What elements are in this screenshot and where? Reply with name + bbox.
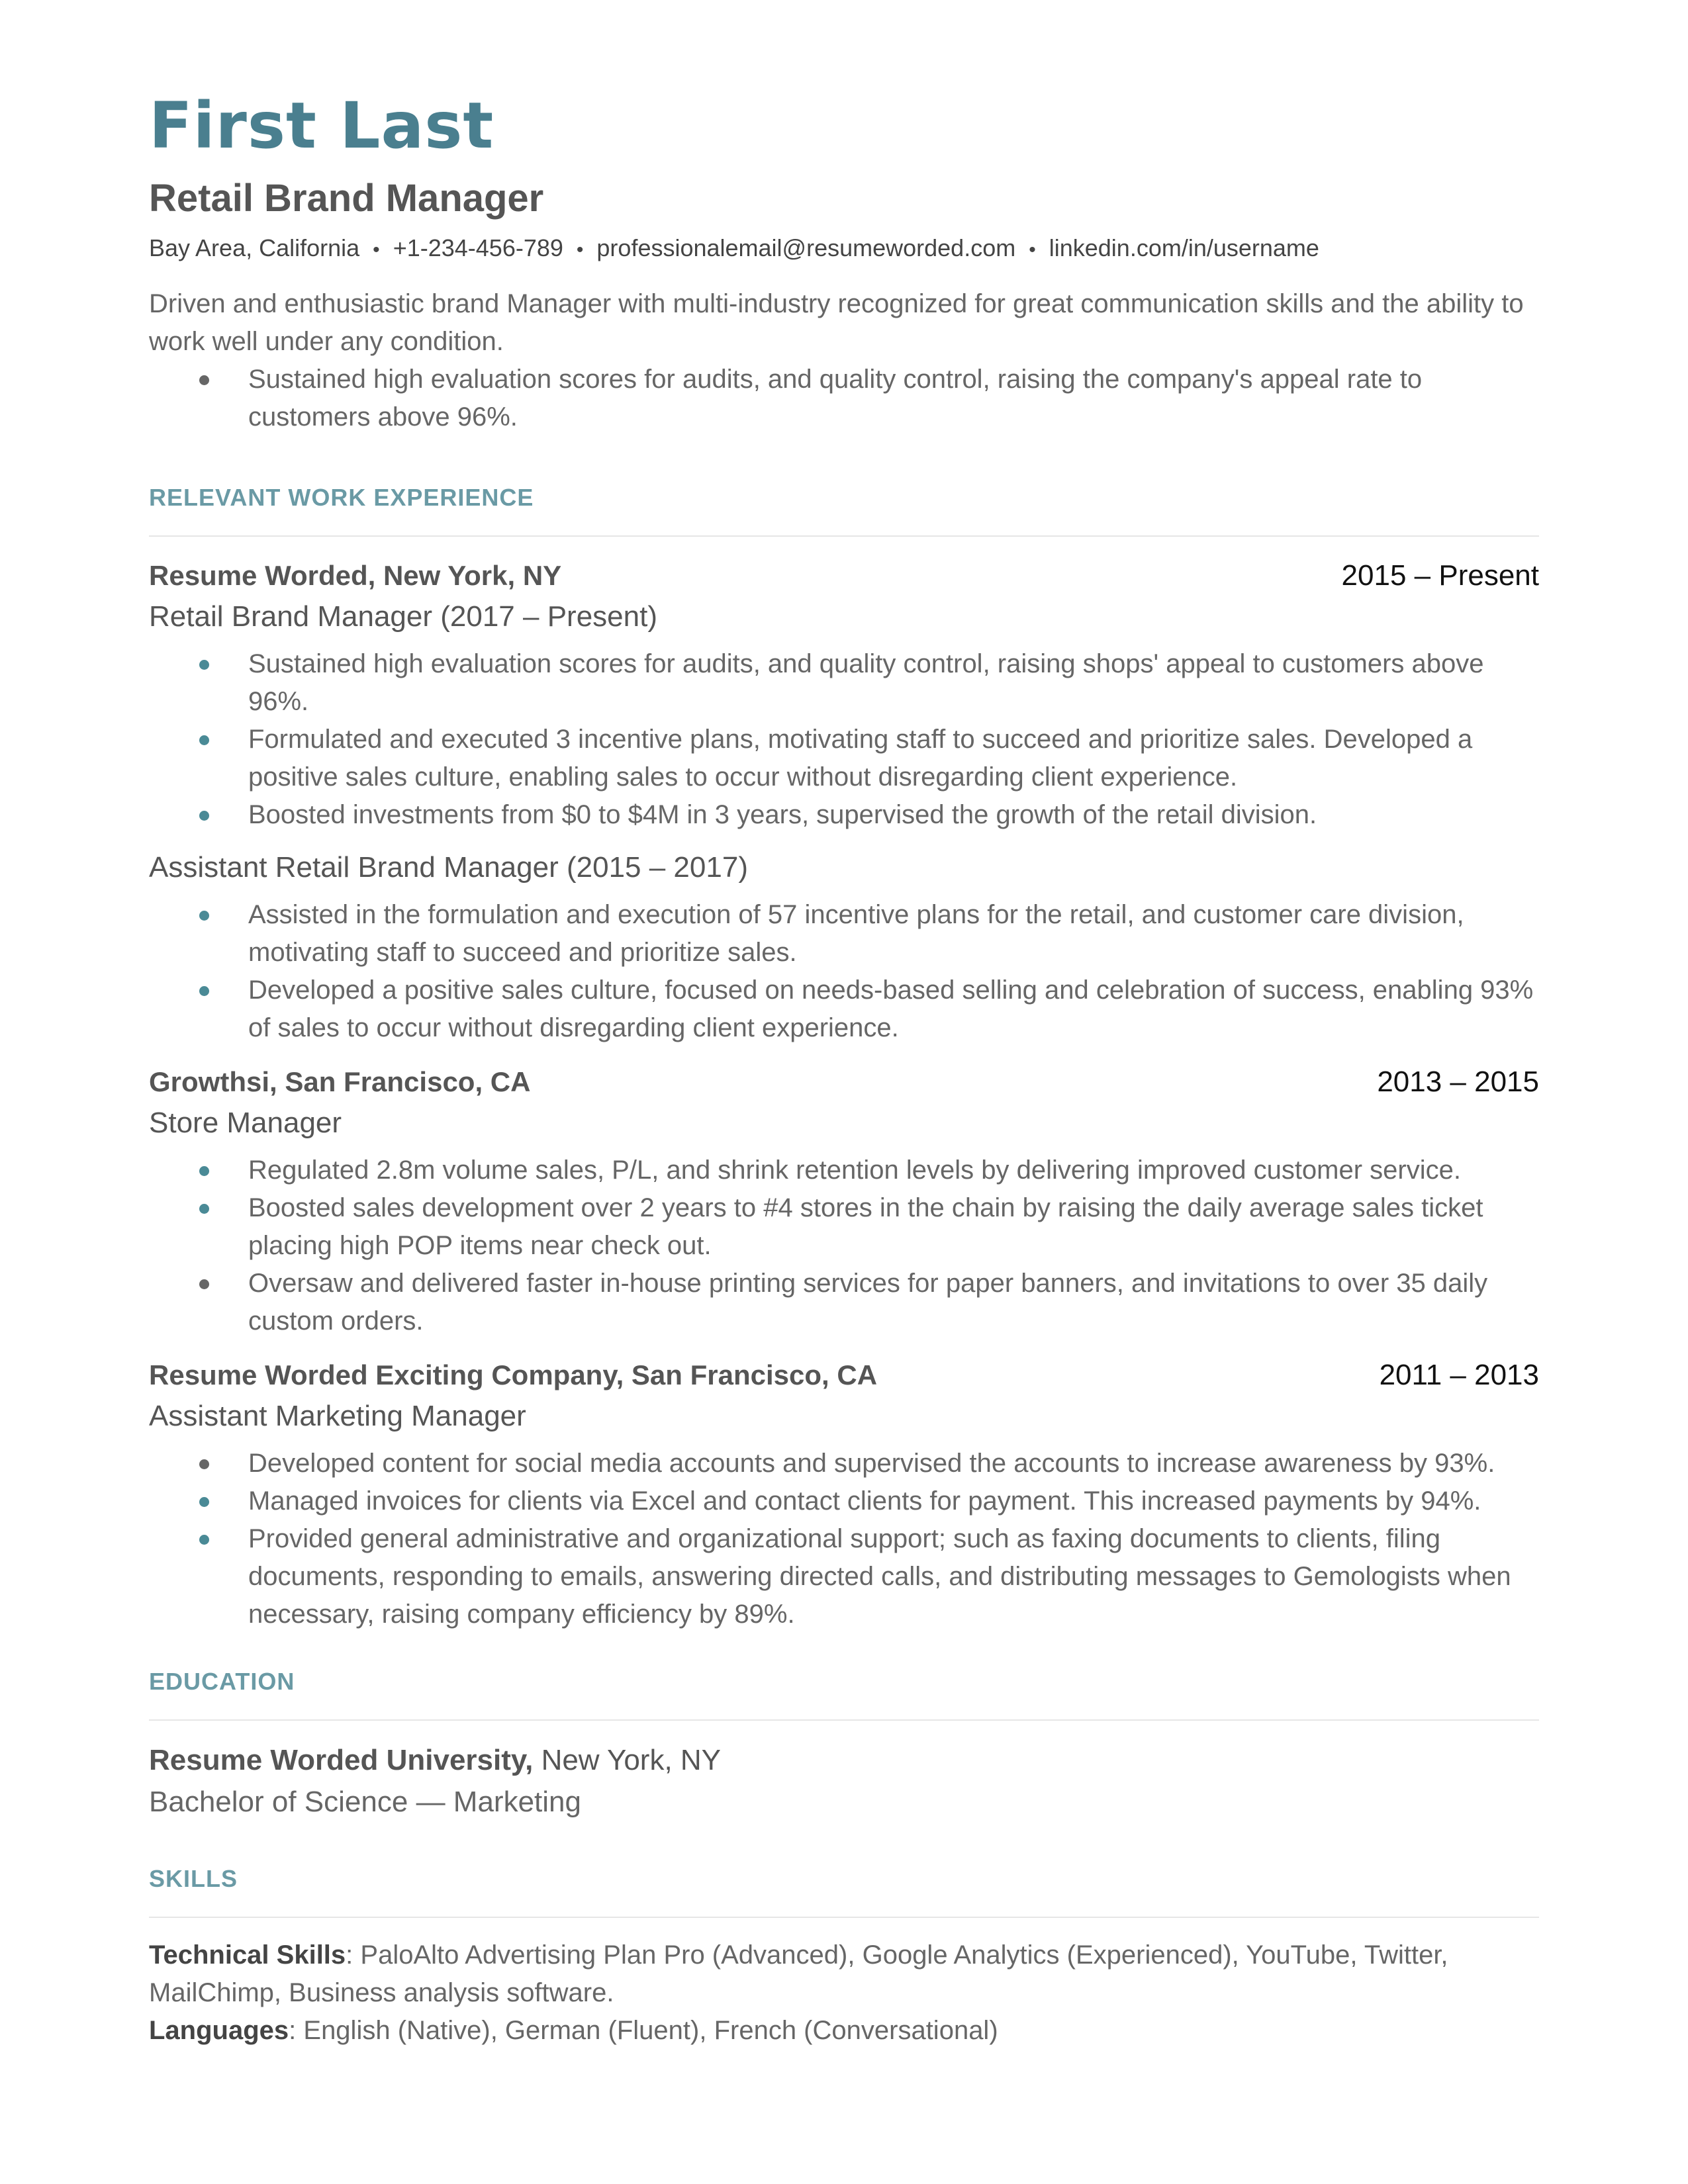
bullet-text: Oversaw and delivered faster in-house printing services for paper banners, and invitations to over 35 daily custom orders. — [248, 1269, 1488, 1336]
contact-separator: • — [373, 239, 380, 261]
education-school-line — [149, 1739, 1539, 1781]
contact-linkedin[interactable]: linkedin.com/in/username — [1049, 234, 1319, 261]
contact-phone: +1-234-456-789 — [393, 234, 563, 261]
list-item — [149, 896, 1539, 972]
summary-text: Driven and enthusiastic brand Manager with multi-industry recognized for great communication skills and the ability to work well under any condition. — [149, 289, 1524, 356]
job-header — [149, 555, 1539, 596]
list-item — [149, 1189, 1539, 1265]
bullet-text: Formulated and executed 3 incentive plans, motivating staff to succeed and prioritize sales. Developed a positive sales culture, enabling sales to occur without disregarding client experience. — [248, 725, 1473, 792]
list-item — [149, 1152, 1539, 1189]
job-role: Assistant Marketing Manager — [149, 1400, 526, 1432]
job-role: Assistant Retail Brand Manager (2015 – 2017) — [149, 851, 748, 884]
skills-technical — [149, 1936, 1539, 2012]
job-company: Growthsi, San Francisco, CA — [149, 1066, 531, 1097]
job-role: Store Manager — [149, 1107, 342, 1139]
contact-email[interactable]: professionalemail@resumeworded.com — [596, 234, 1016, 261]
candidate-name: First Last — [149, 89, 494, 163]
list-item — [149, 1445, 1539, 1482]
skills-languages-value: : English (Native), German (Fluent), French (Conversational) — [289, 2016, 998, 2045]
job-dates: 2011 – 2013 — [1379, 1359, 1539, 1391]
list-item — [149, 361, 1539, 436]
bullet-icon — [199, 1279, 209, 1289]
list-item — [149, 1520, 1539, 1633]
contact-separator: • — [576, 239, 584, 261]
job-company: Resume Worded Exciting Company, San Francisco, CA — [149, 1359, 878, 1390]
job-entry — [149, 1062, 1539, 1340]
bullet-text: Regulated 2.8m volume sales, P/L, and shrink retention levels by delivering improved customer service. — [248, 1156, 1461, 1185]
bullet-icon — [199, 660, 209, 670]
job-bullets — [149, 1445, 1539, 1633]
bullet-icon — [199, 1204, 209, 1214]
job-bullets — [149, 1152, 1539, 1340]
bullet-text: Assisted in the formulation and execution of 57 incentive plans for the retail, and customer care division, motivating staff to succeed and prioritize sales. — [248, 900, 1464, 967]
bullet-icon — [199, 911, 209, 921]
contact-separator: • — [1029, 239, 1036, 261]
job-entry — [149, 1355, 1539, 1633]
list-item — [149, 1265, 1539, 1340]
skills-languages — [149, 2012, 1539, 2050]
contact-line — [149, 225, 1539, 273]
bullet-text: Managed invoices for clients via Excel and contact clients for payment. This increased payments by 94%. — [248, 1486, 1481, 1516]
education-location: New York, NY — [541, 1744, 722, 1776]
list-item — [149, 721, 1539, 796]
bullet-text: Boosted investments from $0 to $4M in 3 years, supervised the growth of the retail division. — [248, 800, 1317, 829]
job-dates: 2013 – 2015 — [1377, 1066, 1539, 1098]
section-divider — [149, 1917, 1539, 1918]
list-item — [149, 645, 1539, 721]
bullet-icon — [199, 1166, 209, 1176]
bullet-text: Developed a positive sales culture, focused on needs-based selling and celebration of success, enabling 93% of sales to occur without disregarding client experience. — [248, 976, 1534, 1042]
skills-languages-label: Languages — [149, 2016, 289, 2045]
education-degree: Bachelor of Science — Marketing — [149, 1786, 581, 1818]
job-role: Retail Brand Manager (2017 – Present) — [149, 600, 657, 633]
bullet-icon — [199, 811, 209, 821]
bullet-text: Developed content for social media accounts and supervised the accounts to increase awareness by 93%. — [248, 1449, 1495, 1478]
bullet-text: Sustained high evaluation scores for audits, and quality control, raising shops' appeal to customers above 96%. — [248, 649, 1484, 716]
contact-location: Bay Area, California — [149, 234, 360, 261]
job-header — [149, 1355, 1539, 1396]
bullet-icon — [199, 1535, 209, 1545]
resume-page — [149, 79, 1539, 2050]
bullet-icon — [199, 735, 209, 745]
skills-technical-value: : PaloAlto Advertising Plan Pro (Advanced), Google Analytics (Experienced), YouTube, Twitter, MailChimp, Business analysis software. — [149, 1940, 1448, 2007]
candidate-title: Retail Brand Manager — [149, 177, 544, 220]
bullet-text: Sustained high evaluation scores for audits, and quality control, raising the company's appeal rate to customers above 96%. — [248, 365, 1423, 432]
job-dates: 2015 – Present — [1341, 559, 1539, 592]
skills-technical-label: Technical Skills — [149, 1940, 346, 1970]
job-header — [149, 1062, 1539, 1103]
section-heading-education: EDUCATION — [149, 1668, 295, 1695]
job-entry — [149, 555, 1539, 1047]
job-bullets — [149, 896, 1539, 1047]
bullet-text: Provided general administrative and organizational support; such as faxing documents to clients, filing documents, responding to emails, answering directed calls, and distributing messages to Gemologists when necessary, raising company efficiency by 89%. — [248, 1524, 1511, 1629]
section-heading-experience: RELEVANT WORK EXPERIENCE — [149, 484, 534, 511]
summary-bullets — [149, 361, 1539, 436]
bullet-icon — [199, 1497, 209, 1507]
list-item — [149, 796, 1539, 834]
bullet-icon — [199, 986, 209, 996]
list-item — [149, 972, 1539, 1047]
bullet-icon — [199, 1459, 209, 1469]
section-divider — [149, 1719, 1539, 1721]
list-item — [149, 1482, 1539, 1520]
job-company: Resume Worded, New York, NY — [149, 560, 562, 591]
section-heading-skills: SKILLS — [149, 1865, 238, 1892]
section-divider — [149, 535, 1539, 537]
job-bullets — [149, 645, 1539, 834]
bullet-icon — [199, 375, 209, 385]
education-school: Resume Worded University, — [149, 1744, 534, 1776]
bullet-text: Boosted sales development over 2 years to #4 stores in the chain by raising the daily average sales ticket placing high POP items near check out. — [248, 1193, 1483, 1260]
